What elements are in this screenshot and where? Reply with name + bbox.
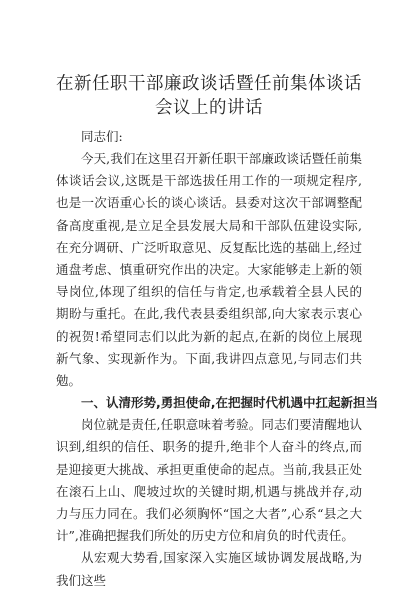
section-heading: 一、认清形势,勇担使命,在把握时代机遇中扛起新担当 bbox=[81, 395, 378, 411]
section-paragraph: 岗位就是责任,任职意味着考验。同志们要清醒地认识到,组织的信任、职务的提升,绝非个人奋斗的终点,而是迎接更大挑战、承担更重使命的起点。当前,我县正处在滚石上山、爬坡过坎的关键时期,机遇与挑战并存,动力与压力同在。我们必须胸怀“国之大者”,心系“县之大计”,准确把握我们所处的历史方位和肩负的时代责任。 bbox=[56, 417, 362, 544]
salutation: 同志们: bbox=[81, 129, 123, 144]
intro-paragraph: 今天,我们在这里召开新任职干部廉政谈话暨任前集体谈话会议,这既是干部选拔任用工作的一项规定程序,也是一次语重心长的谈心谈话。县委对这次干部调整配备高度重视,是立足全县发展大局和干部队伍建设实际,在充分调研、广泛听取意见、反复酝比选的基础上,经过通盘考虑、慎重研究作出的决定。大家能够走上新的领导岗位,体现了组织的信任与肯定,也承载着全县人民的期盼与重托。在此,我代表县委组织部,向大家表示衷心的祝贺!希望同志们以此为新的起点,在新的岗位上展现新气象、实现新作为。下面,我讲四点意见,与同志们共勉。 bbox=[56, 151, 362, 389]
document-title: 在新任职干部廉政谈话暨任前集体谈话会议上的讲话 bbox=[56, 74, 362, 118]
section-paragraph: 从宏观大势看,国家深入实施区域协调发展战略,为我们这些 bbox=[56, 550, 362, 588]
